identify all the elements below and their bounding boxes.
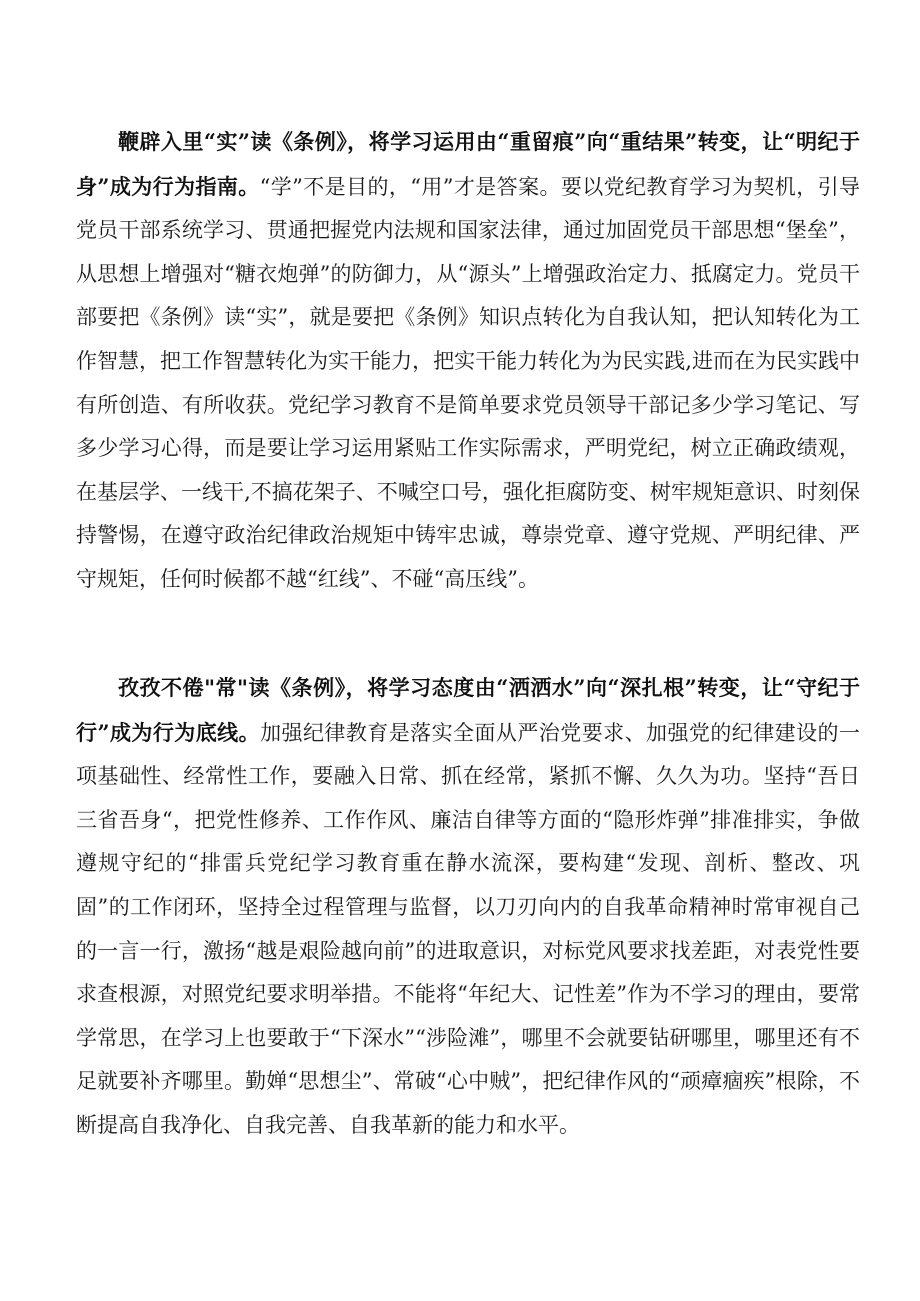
- paragraph-1: [76, 120, 860, 602]
- paragraph-1-body: “学”不是目的，“用”才是答案。要以党纪教育学习为契机，引导党员干部系统学习、贯通把握党内法规和国家法律，通过加固党员干部思想“堡垒”，从思想上增强对“糖衣炮弹”的防御力，从“源头”上增强政治定力、抵腐定力。党员干部要把《条例》读“实”，就是要把《条例》知识点转化为自我认知，把认知转化为工作智慧，把工作智慧转化为实干能力，把实干能力转化为为民实践,进而在为民实践中有所创造、有所收获。党纪学习教育不是简单要求党员领导干部记多少学习笔记、写多少学习心得，而是要让学习运用紧贴工作实际需求，严明党纪，树立正确政绩观，在基层学、一线干,不搞花架子、不喊空口号，强化拒腐防变、树牢规矩意识、时刻保持警惕，在遵守政治纪律政治规矩中铸牢忠诚，尊崇党章、遵守党规、严明纪律、严守规矩，任何时候都不越“红线”、不碰“高压线”。: [76, 174, 861, 591]
- paragraph-2-lead: 孜孜不倦"常"读《条例》，将学习态度由“洒洒水”向“深扎根”转变，让“守纪于行”成为行为底线。: [76, 675, 860, 745]
- paragraph-2-body: 加强纪律教育是落实全面从严治党要求、加强党的纪律建设的一项基础性、经常性工作，要融入日常、抓在经常，紧抓不懈、久久为功。坚持“吾日三省吾身“，把党性修养、工作作风、廉洁自律等方面的“隐形炸弹”排准排实，争做遵规守纪的“排雷兵党纪学习教育重在静水流深，要构建“发现、剖析、整改、巩固”的工作闭环，坚持全过程管理与监督，以刀刃向内的自我革命精神时常审视自己的一言一行，激扬“越是艰险越向前”的进取意识，对标党风要求找差距，对表党性要求查根源，对照党纪要求明举措。不能将“年纪大、记性差”作为不学习的理由，要常学常思，在学习上也要敢于“下深水”“涉险滩”，哪里不会就要钻研哪里，哪里还有不足就要补齐哪里。勤婵“思想尘”、常破“心中贼”，把纪律作风的“顽瘴痼疾”根除，不断提高自我净化、自我完善、自我革新的能力和水平。: [76, 720, 860, 1137]
- paragraph-1-lead: 鞭辟入里“实”读《条例》，将学习运用由“重留痕”向“重结果”转变，让“明纪于身”成为行为指南。: [76, 129, 860, 199]
- paragraph-2: [76, 666, 860, 1148]
